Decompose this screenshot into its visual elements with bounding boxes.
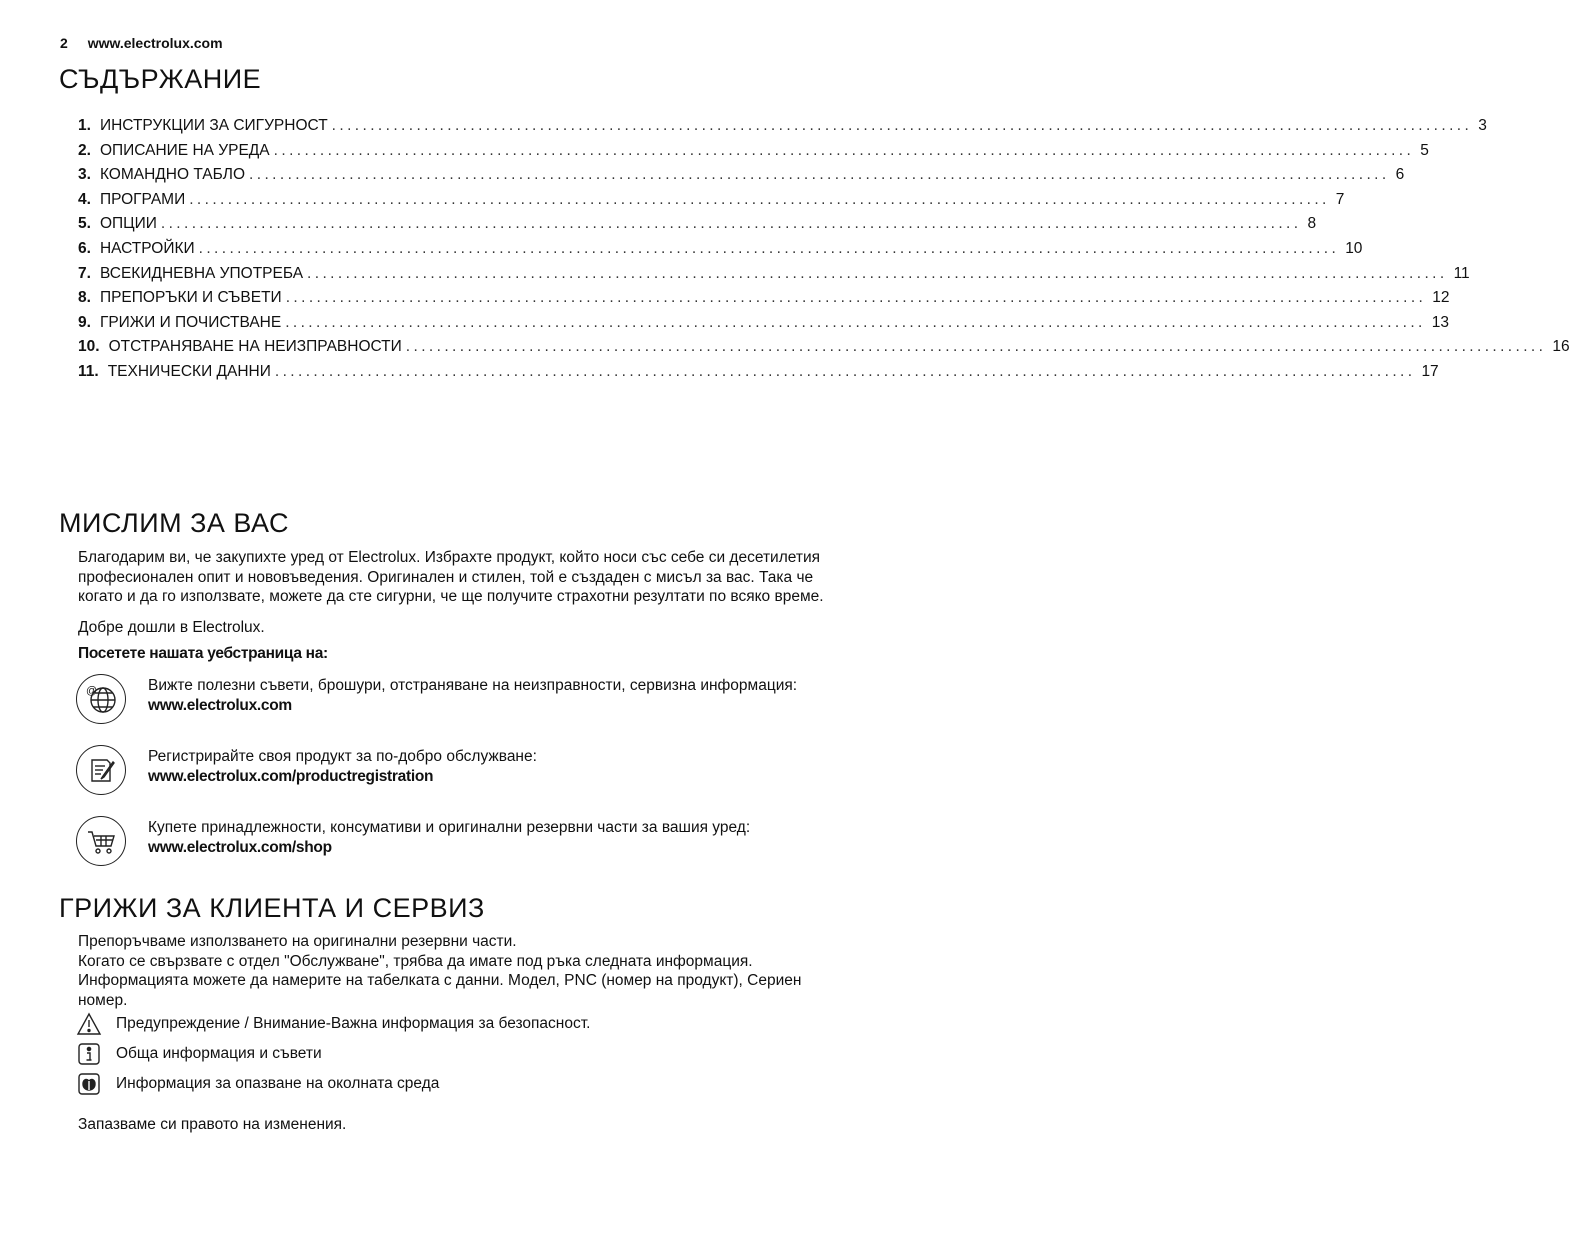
warning-icon [76, 1012, 102, 1036]
toc-item-page: 8 [1307, 215, 1317, 233]
toc-item-page: 7 [1335, 190, 1345, 208]
header-website[interactable]: www.electrolux.com [87, 35, 223, 51]
toc-item-page: 3 [1478, 117, 1487, 134]
toc-dot-leader: .................................................................................................................................................... [331, 117, 1473, 134]
toc-item-number: 2. [78, 141, 91, 159]
toc-item-number: 1. [78, 117, 91, 134]
support-link[interactable]: www.electrolux.com [148, 697, 292, 714]
link-row-support [76, 674, 797, 724]
toc-item-title: ГРИЖИ И ПОЧИСТВАНЕ [99, 313, 282, 331]
registration-icon [76, 745, 126, 795]
legend-text: Информация за опазване на околната среда [116, 1075, 440, 1092]
intro-line: Благодарим ви, че закупихте уред от Electrolux. Избрахте продукт, който носи със себе си десетилетия [78, 549, 821, 566]
thinking-of-you-title: МИСЛИМ ЗА ВАС [59, 508, 289, 538]
toc-item[interactable] [78, 190, 1345, 216]
toc-dot-leader: .................................................................................................................................................... [160, 215, 1302, 233]
svg-text:@: @ [86, 685, 98, 697]
toc-item-title: ПРЕПОРЪКИ И СЪВЕТИ [99, 289, 282, 307]
toc-item-title: ТЕХНИЧЕСКИ ДАННИ [107, 362, 271, 380]
intro-line: професионален опит и нововъведения. Оригинален и стилен, той е създаден с мисъл за вас. Така че [78, 568, 814, 586]
shop-link[interactable]: www.electrolux.com/shop [148, 839, 332, 856]
intro-paragraph [78, 548, 838, 607]
legend-info [76, 1042, 322, 1066]
toc-title: СЪДЪРЖАНИЕ [59, 64, 262, 94]
link-description: Вижте полезни съвети, брошури, отстраняване на неизправности, сервизна информация: [148, 677, 798, 694]
toc-item-number: 8. [78, 289, 91, 307]
toc-item[interactable] [78, 362, 1439, 388]
toc-item-page: 12 [1432, 289, 1450, 307]
toc-item-title: ОТСТРАНЯВАНЕ НА НЕИЗПРАВНОСТИ [108, 338, 402, 356]
intro-line: когато и да го използвате, можете да сте сигурни, че ще получите страхотни резултати по всяко време. [78, 588, 824, 606]
legend-environment [76, 1072, 439, 1096]
link-row-registration [76, 745, 537, 795]
toc-dot-leader: .................................................................................................................................................... [307, 264, 1448, 282]
visit-label: Посетете нашата уебстраница на: [78, 645, 328, 662]
toc-item-page: 5 [1420, 141, 1429, 159]
link-row-shop [76, 816, 750, 866]
toc-dot-leader: .................................................................................................................................................... [189, 190, 1330, 208]
toc-item[interactable] [78, 313, 1449, 339]
toc-item-page: 11 [1453, 264, 1470, 282]
toc-item-number: 7. [78, 264, 91, 282]
info-icon [76, 1042, 102, 1066]
toc-item-title: ВСЕКИДНЕВНА УПОТРЕБА [99, 264, 304, 282]
toc-item-title: КОМАНДНО ТАБЛО [99, 166, 246, 184]
legend-text: Предупреждение / Внимание-Важна информация за безопасност. [116, 1015, 591, 1032]
toc-item-title: ИНСТРУКЦИИ ЗА СИГУРНОСТ [99, 117, 328, 134]
registration-link[interactable]: www.electrolux.com/productregistration [148, 768, 434, 785]
toc-dot-leader: .................................................................................................................................................... [198, 239, 1340, 257]
footer-note: Запазваме си правото на изменения. [78, 1116, 347, 1133]
globe-icon [76, 674, 126, 724]
table-of-contents [78, 117, 1570, 388]
toc-item-page: 10 [1345, 239, 1363, 257]
page-header [60, 35, 223, 51]
toc-item[interactable] [78, 166, 1405, 191]
toc-item-number: 6. [78, 239, 91, 257]
toc-item-number: 4. [78, 190, 91, 208]
legend-warning [76, 1012, 590, 1036]
toc-dot-leader: .................................................................................................................................................... [274, 362, 1416, 380]
link-description: Регистрирайте своя продукт за по-добро обслужване: [148, 748, 537, 765]
welcome-text: Добре дошли в Electrolux. [78, 619, 265, 636]
toc-item-page: 6 [1395, 166, 1405, 184]
toc-dot-leader: .................................................................................................................................................... [285, 313, 1426, 331]
toc-item[interactable] [78, 141, 1429, 167]
toc-item-title: ОПИСАНИЕ НА УРЕДА [99, 141, 270, 159]
toc-dot-leader: .................................................................................................................................................... [273, 141, 1415, 159]
toc-item[interactable] [78, 239, 1363, 265]
toc-item[interactable] [78, 289, 1450, 314]
toc-item[interactable] [78, 117, 1487, 142]
link-description: Купете принадлежности, консумативи и оригинални резервни части за вашия уред: [148, 819, 751, 836]
legend-text: Обща информация и съвети [116, 1045, 322, 1062]
care-line: Препоръчваме използването на оригинални резервни части. [78, 933, 517, 950]
customer-care-title: ГРИЖИ ЗА КЛИЕНТА И СЕРВИЗ [59, 893, 485, 923]
toc-item-title: НАСТРОЙКИ [99, 239, 195, 257]
page-number: 2 [60, 35, 68, 51]
care-paragraph [78, 932, 838, 1011]
toc-dot-leader: .................................................................................................................................................... [285, 289, 1427, 307]
toc-item-page: 17 [1421, 362, 1439, 380]
toc-item-title: ОПЦИИ [99, 215, 157, 233]
toc-dot-leader: .................................................................................................................................................... [249, 166, 1390, 184]
toc-item[interactable] [78, 215, 1317, 240]
toc-dot-leader: .................................................................................................................................................... [405, 338, 1547, 356]
toc-item-page: 13 [1431, 313, 1449, 331]
toc-item-number: 5. [78, 215, 91, 233]
toc-item[interactable] [78, 338, 1570, 363]
shopping-cart-icon [76, 816, 126, 866]
toc-item-title: ПРОГРАМИ [99, 190, 186, 208]
toc-item-number: 10. [78, 338, 100, 356]
toc-item-page: 16 [1552, 338, 1570, 356]
toc-item-number: 9. [78, 313, 91, 331]
environment-icon [76, 1072, 102, 1096]
toc-item-number: 3. [78, 166, 91, 184]
care-line: Информацията можете да намерите на табелката с данни. Модел, PNC (номер на продукт), Сериен номер. [78, 972, 802, 1010]
care-line: Когато се свързвате с отдел "Обслужване", трябва да имате под ръка следната информация. [78, 952, 753, 970]
toc-item[interactable] [78, 264, 1470, 290]
toc-item-number: 11. [78, 362, 99, 380]
